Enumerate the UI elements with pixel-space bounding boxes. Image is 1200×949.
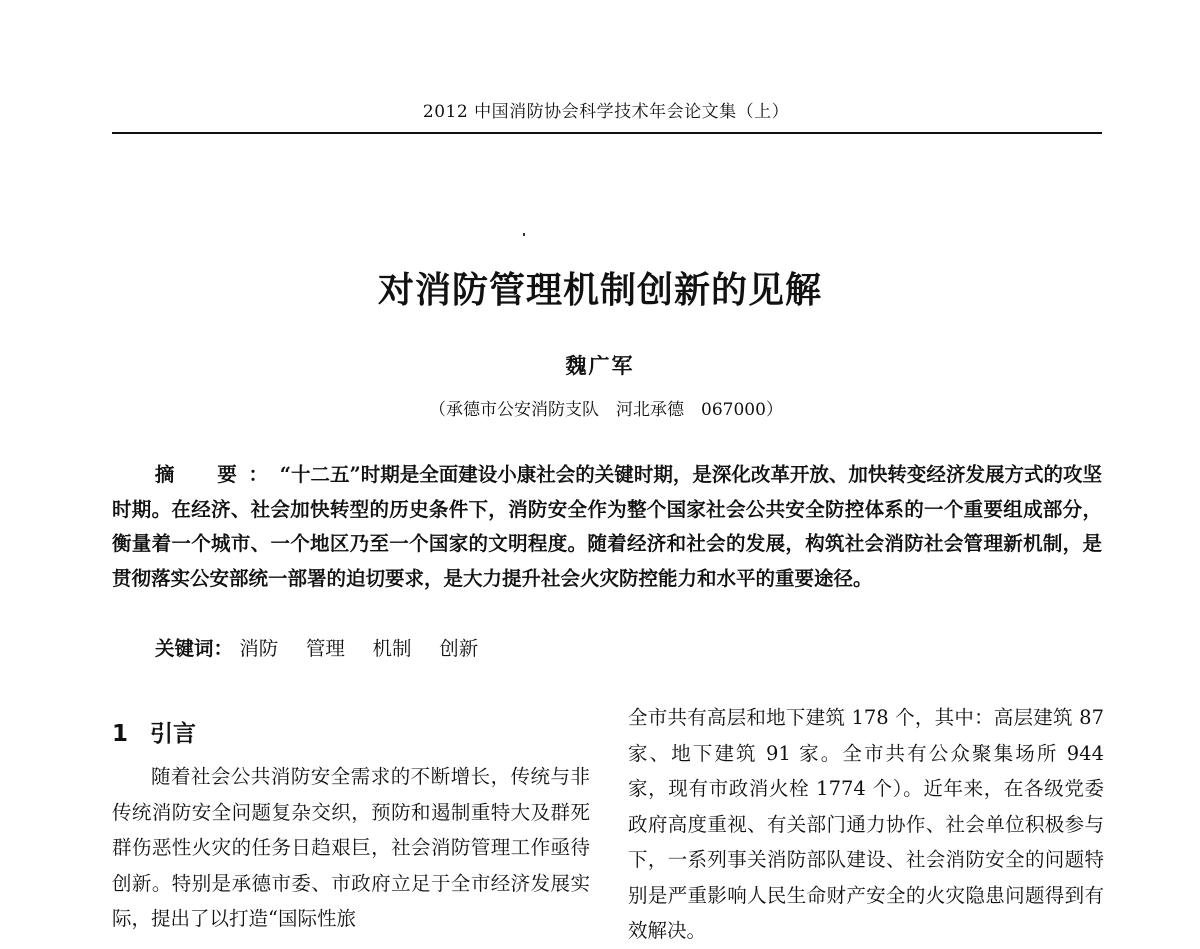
abstract-label: 摘 要： xyxy=(154,463,280,486)
keyword: 消防 xyxy=(239,637,279,660)
author-name: 魏广军 xyxy=(565,353,635,378)
left-column xyxy=(112,712,590,937)
scan-speck xyxy=(523,233,525,236)
keyword: 机制 xyxy=(372,637,412,660)
author-affiliation: （承德市公安消防支队 河北承德 067000） xyxy=(429,400,783,420)
section-number: 1 xyxy=(112,721,129,747)
keyword: 管理 xyxy=(305,637,345,660)
section-heading xyxy=(112,715,590,748)
left-column-paragraph: 随着社会公共消防安全需求的不断增长，传统与非传统消防安全问题复杂交织，预防和遏制重特大及群死群伤恶性火灾的任务日趋艰巨，社会消防管理工作亟待创新。特别是承德市委、市政府立足于全市经济发展实际，提出了以打造“国际性旅 xyxy=(112,765,590,930)
section-title: 引言 xyxy=(150,721,197,747)
keywords-label: 关键词： xyxy=(155,637,234,660)
running-header: 2012 中国消防协会科学技术年会论文集（上） xyxy=(422,102,790,122)
header-rule xyxy=(112,132,1102,134)
keyword: 创新 xyxy=(439,637,479,660)
right-column-paragraph: 全市共有高层和地下建筑 178 个，其中：高层建筑 87 家、地下建筑 91 家。全市共有公众聚集场所 944 家，现有市政消火栓 1774 个）。近年来，在各级党委政府高度重视、有关部门通力协作、社会单位积极参与下，一系列事关消防部队建设、社会消防安全的问题特别是严重影响人民生命财产安全的火灾隐患问题得到有效解决。 xyxy=(628,706,1104,942)
abstract xyxy=(112,458,1102,596)
keywords xyxy=(155,632,500,666)
abstract-text: “十二五”时期是全面建设小康社会的关键时期，是深化改革开放、加快转变经济发展方式的攻坚时期。在经济、社会加快转型的历史条件下，消防安全作为整个国家社会公共安全防控体系的一个重要组成部分，衡量着一个城市、一个地区乃至一个国家的文明程度。随着经济和社会的发展，构筑社会消防社会管理新机制，是贯彻落实公安部统一部署的迫切要求，是大力提升社会火灾防控能力和水平的重要途径。 xyxy=(112,463,1102,590)
right-column xyxy=(628,700,1104,949)
paper-title: 对消防管理机制创新的见解 xyxy=(377,269,822,311)
